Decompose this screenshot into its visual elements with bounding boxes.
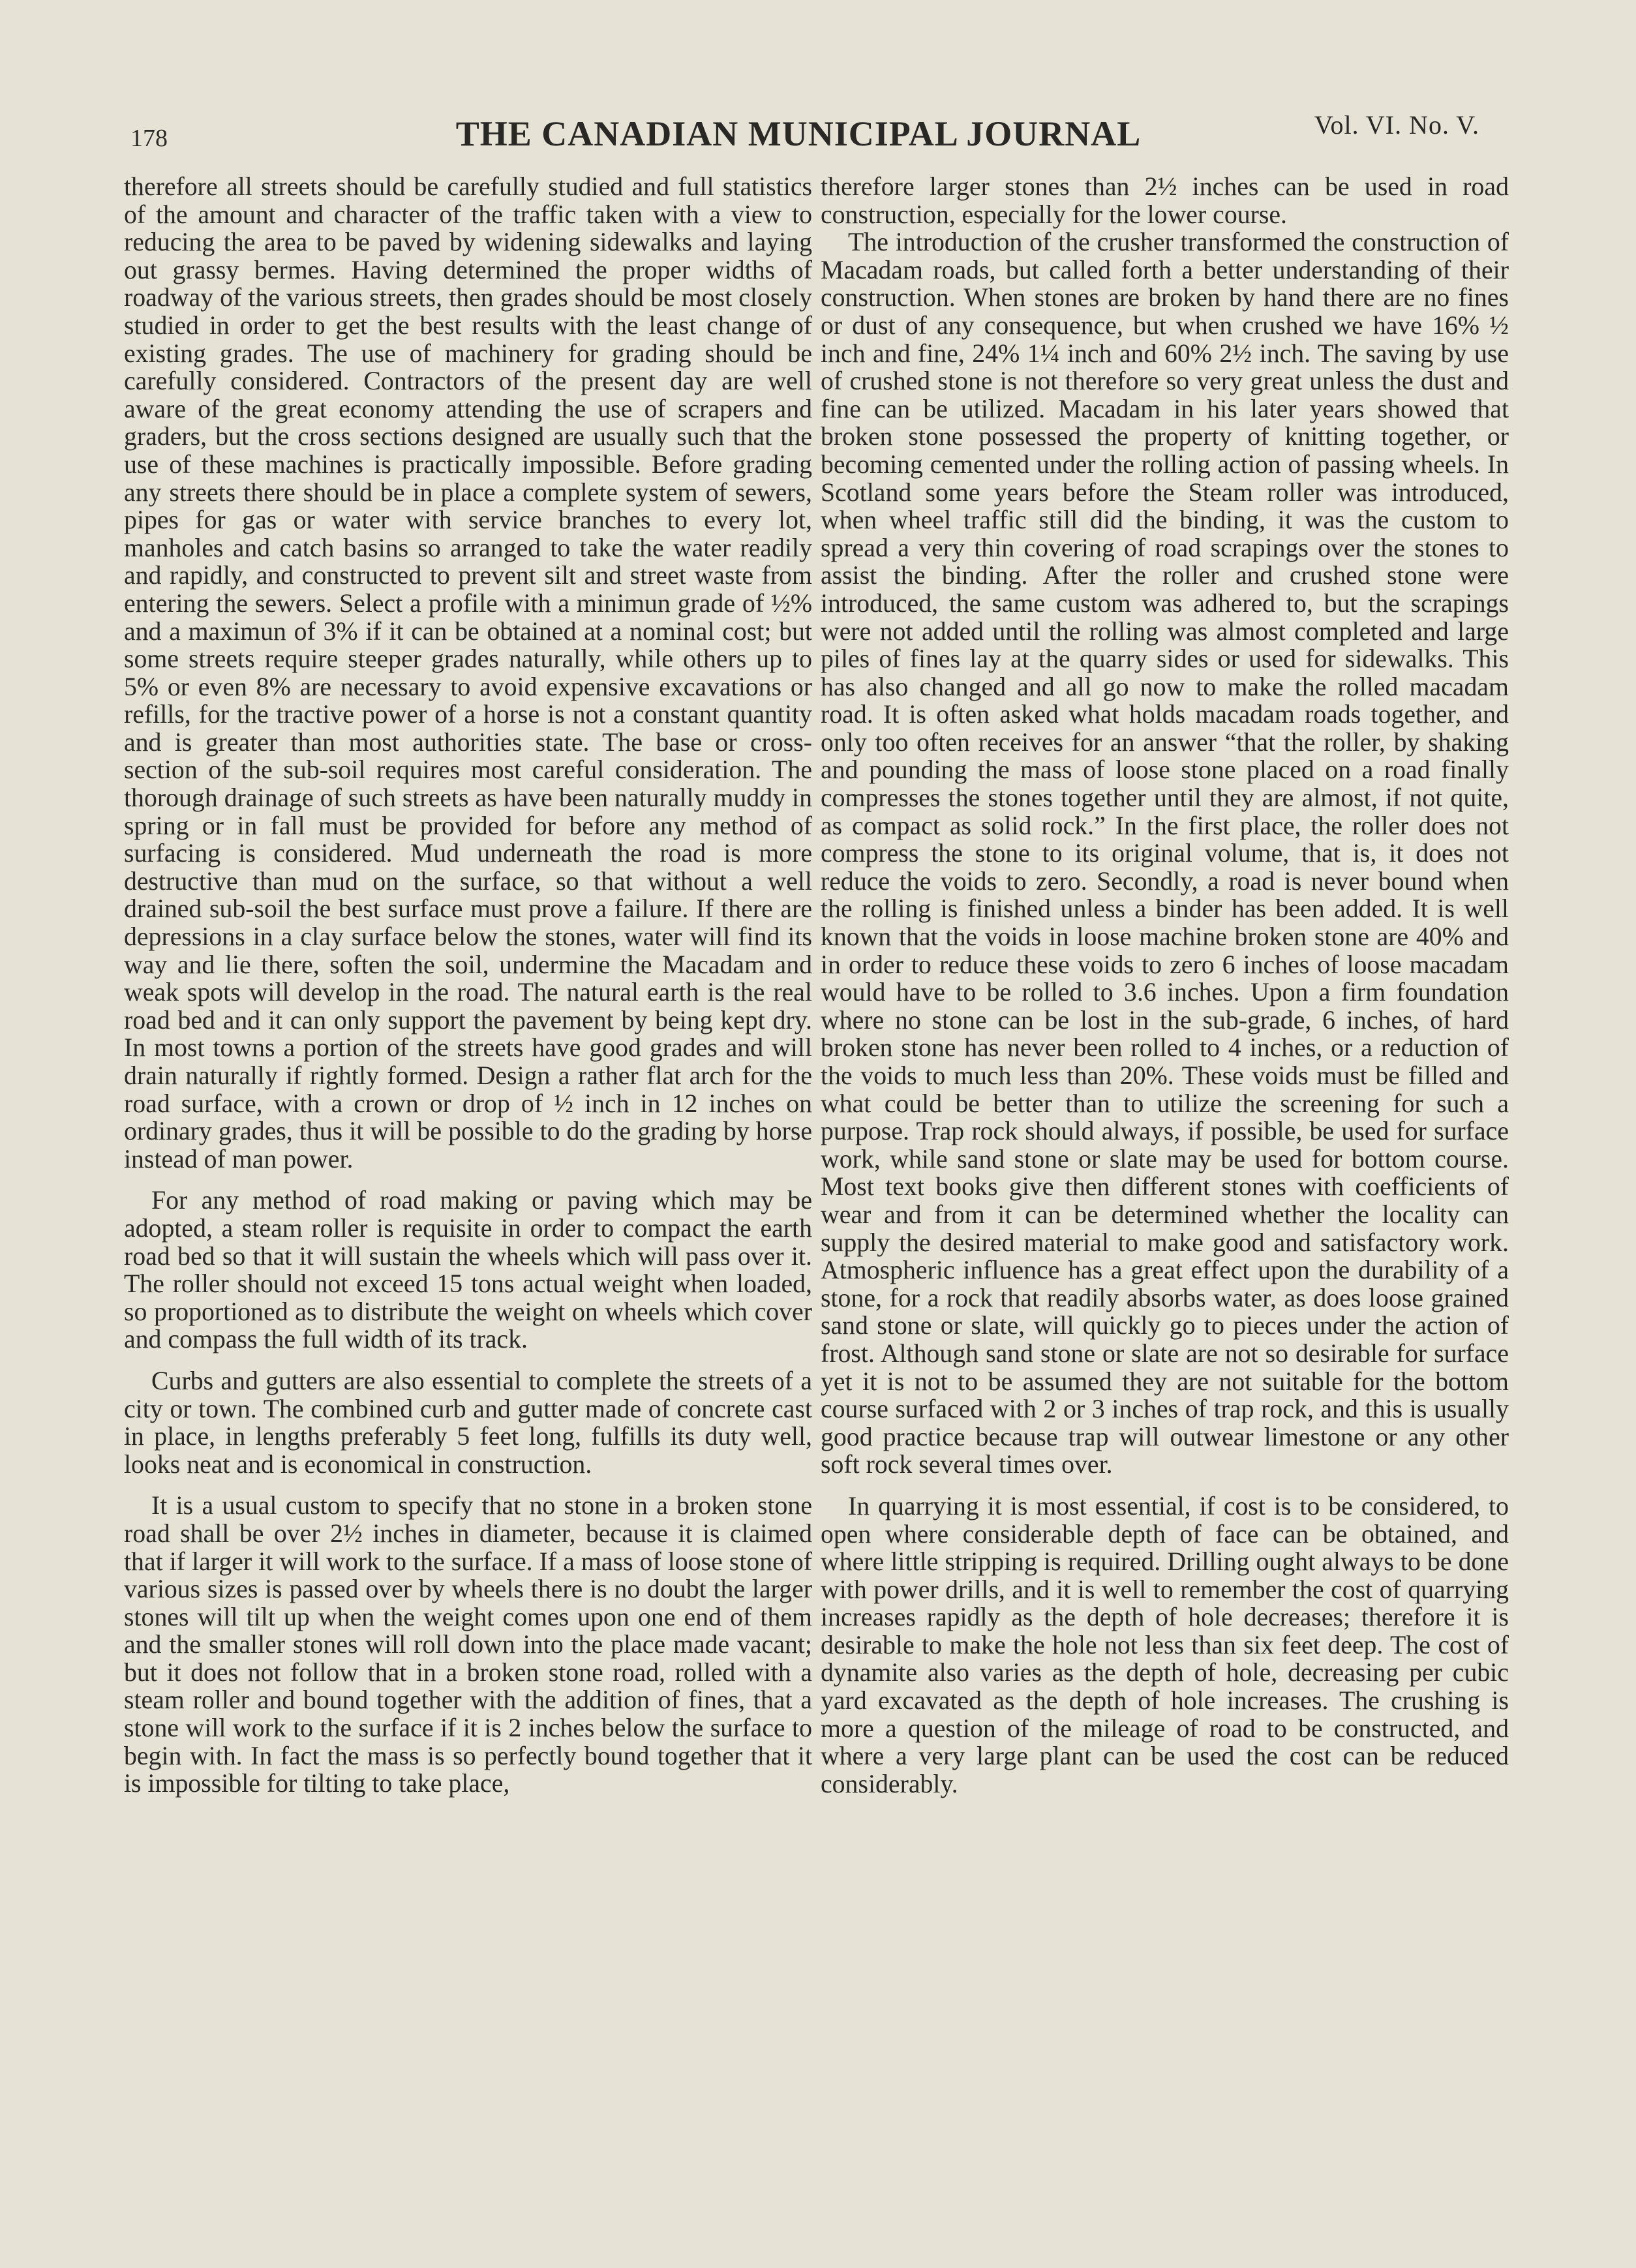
journal-title: THE CANADIAN MUNICIPAL JOURNAL — [455, 114, 1142, 153]
paragraph: The introduction of the crusher transformed the construction of Macadam roads, but called forth a better understanding of their construction. When stones are broken by hand there are no fines or dust of any consequence, but when crushed we have 16% ½ inch and fine, 24% 1¼ inch and 60% 2½ inch. The saving by use of crushed stone is not therefore so very great unless the dust and fine can be utilized. Macadam in his later years showed that broken stone possessed the property of knitting together, or becoming cemented under the rolling action of passing wheels. In Scotland some years before the Steam roller was introduced, when wheel traffic still did the binding, it was the custom to spread a very thin covering of road scrapings over the stones to assist the binding. After the roller and crushed stone were introduced, the same custom was adhered to, but the scrapings were not added until the rolling was almost completed and large piles of fines lay at the quarry sides or used for sidewalks. This has also changed and all go now to make the rolled macadam road. It is often asked what holds macadam roads together, and only too often receives for an answer “that the roller, by shaking and pounding the mass of loose stone placed on a road finally compresses the stones together until they are almost, if not quite, as compact as solid rock.” In the first place, the roller does not compress the stone to its original volume, that is, it does not reduce the voids to zero. Secondly, a road is never bound when the rolling is finished unless a binder has been added. It is well known that the voids in loose machine broken stone are 40% and in order to reduce these voids to zero 6 inches of loose macadam would have to be rolled to 3.6 inches. Upon a firm foundation where no stone can be lost in the sub-grade, 6 inches, of hard broken stone has never been rolled to 4 inches, or a reduction of the voids to much less than 20%. These voids must be filled and what could be better than to utilize the screening for such a purpose. Trap rock should always, if possible, be used for surface work, while sand stone or slate may be used for bottom course. Most text books give then different stones with coefficients of wear and from it can be determined whether the locality can supply the desired material to make good and satisfactory work. Atmospheric influence has a great effect upon the durability of a stone, for a rock that readily absorbs water, as does loose grained sand stone or slate, will quickly go to pieces under the action of frost. Although sand stone or slate are not so desirable for surface yet it is not to be assumed they are not suitable for the bottom course surfaced with 2 or 3 inches of trap rock, and this is usually good practice because trap will outwear limestone or any other soft rock several times over. — [821, 228, 1509, 1479]
paragraph: It is a usual custom to specify that no stone in a broken stone road shall be over 2½ inches in diameter, because it is claimed that if larger it will work to the surface. If a mass of loose stone of various sizes is passed over by wheels there is no doubt the larger stones will tilt up when the weight comes upon one end of them and the smaller stones will roll down into the place made vacant; but it does not follow that in a broken stone road, rolled with a steam roller and bound together with the addition of fines, that a stone will work to the surface if it is 2 inches below the surface to begin with. In fact the mass is so perfectly bound together that it is impossible for tilting to take place, — [124, 1491, 812, 1798]
paragraph: Curbs and gutters are also essential to complete the streets of a city or town. The combined curb and gutter made of concrete cast in place, in lengths preferably 5 feet long, fulfills its duty well, looks neat and is economical in construction. — [124, 1366, 812, 1479]
paragraph: In quarrying it is most essential, if cost is to be considered, to open where considerable depth of face can be obtained, and where little stripping is required. Drilling ought always to be done with power drills, and it is well to remember the cost of quarrying increases rapidly as the depth of hole decreases; therefore it is desirable to make the hole not less than six feet deep. The cost of dynamite also varies as the depth of hole, decreasing per cubic yard excavated as the depth of hole increases. The crushing is more a question of the mileage of road to be constructed, and where a very large plant can be used the cost can be reduced considerably. — [821, 1491, 1509, 1798]
right-column — [821, 173, 1509, 1798]
paragraph: therefore larger stones than 2½ inches can be used in road construction, especially for the lower course. — [821, 172, 1509, 229]
paragraph: therefore all streets should be carefully studied and full statistics of the amount and character of the traffic taken with a view to reducing the area to be paved by widening sidewalks and laying out grassy bermes. Having determined the proper widths of roadway of the various streets, then grades should be most closely studied in order to get the best results with the least change of existing grades. The use of machinery for grading should be carefully considered. Contractors of the present day are well aware of the great economy attending the use of scrapers and graders, but the cross sections designed are usually such that the use of these machines is practically impossible. Before grading any streets there should be in place a complete system of sewers, pipes for gas or water with service branches to every lot, manholes and catch basins so arranged to take the water readily and rapidly, and constructed to prevent silt and street waste from entering the sewers. Select a profile with a minimun grade of ½% and a maximun of 3% if it can be obtained at a nominal cost; but some streets require steeper grades naturally, while others up to 5% or even 8% are necessary to avoid expensive excavations or refills, for the tractive power of a horse is not a constant quantity and is greater than most authorities state. The base or cross-section of the sub-soil requires most careful consideration. The thorough drainage of such streets as have been naturally muddy in spring or in fall must be provided for before any method of surfacing is considered. Mud underneath the road is more destructive than mud on the surface, so that without a well drained sub-soil the best surface must prove a failure. If there are depressions in a clay surface below the stones, water will find its way and lie there, soften the soil, undermine the Macadam and weak spots will develop in the road. The natural earth is the real road bed and it can only support the pavement by being kept dry. In most towns a portion of the streets have good grades and will drain naturally if rightly formed. Design a rather flat arch for the road surface, with a crown or drop of ½ inch in 12 inches on ordinary grades, thus it will be possible to do the grading by horse instead of man power. — [124, 172, 812, 1173]
left-column — [124, 173, 812, 1798]
volume-issue: Vol. VI. No. V. — [1314, 110, 1479, 140]
page-header — [117, 104, 1479, 157]
page-number: 178 — [130, 125, 168, 152]
paragraph: For any method of road making or paving which may be adopted, a steam roller is requisite in order to compact the earth road bed so that it will sustain the wheels which will pass over it. The roller should not exceed 15 tons actual weight when loaded, so proportioned as to distribute the weight on wheels which cover and compass the full width of its track. — [124, 1186, 812, 1354]
